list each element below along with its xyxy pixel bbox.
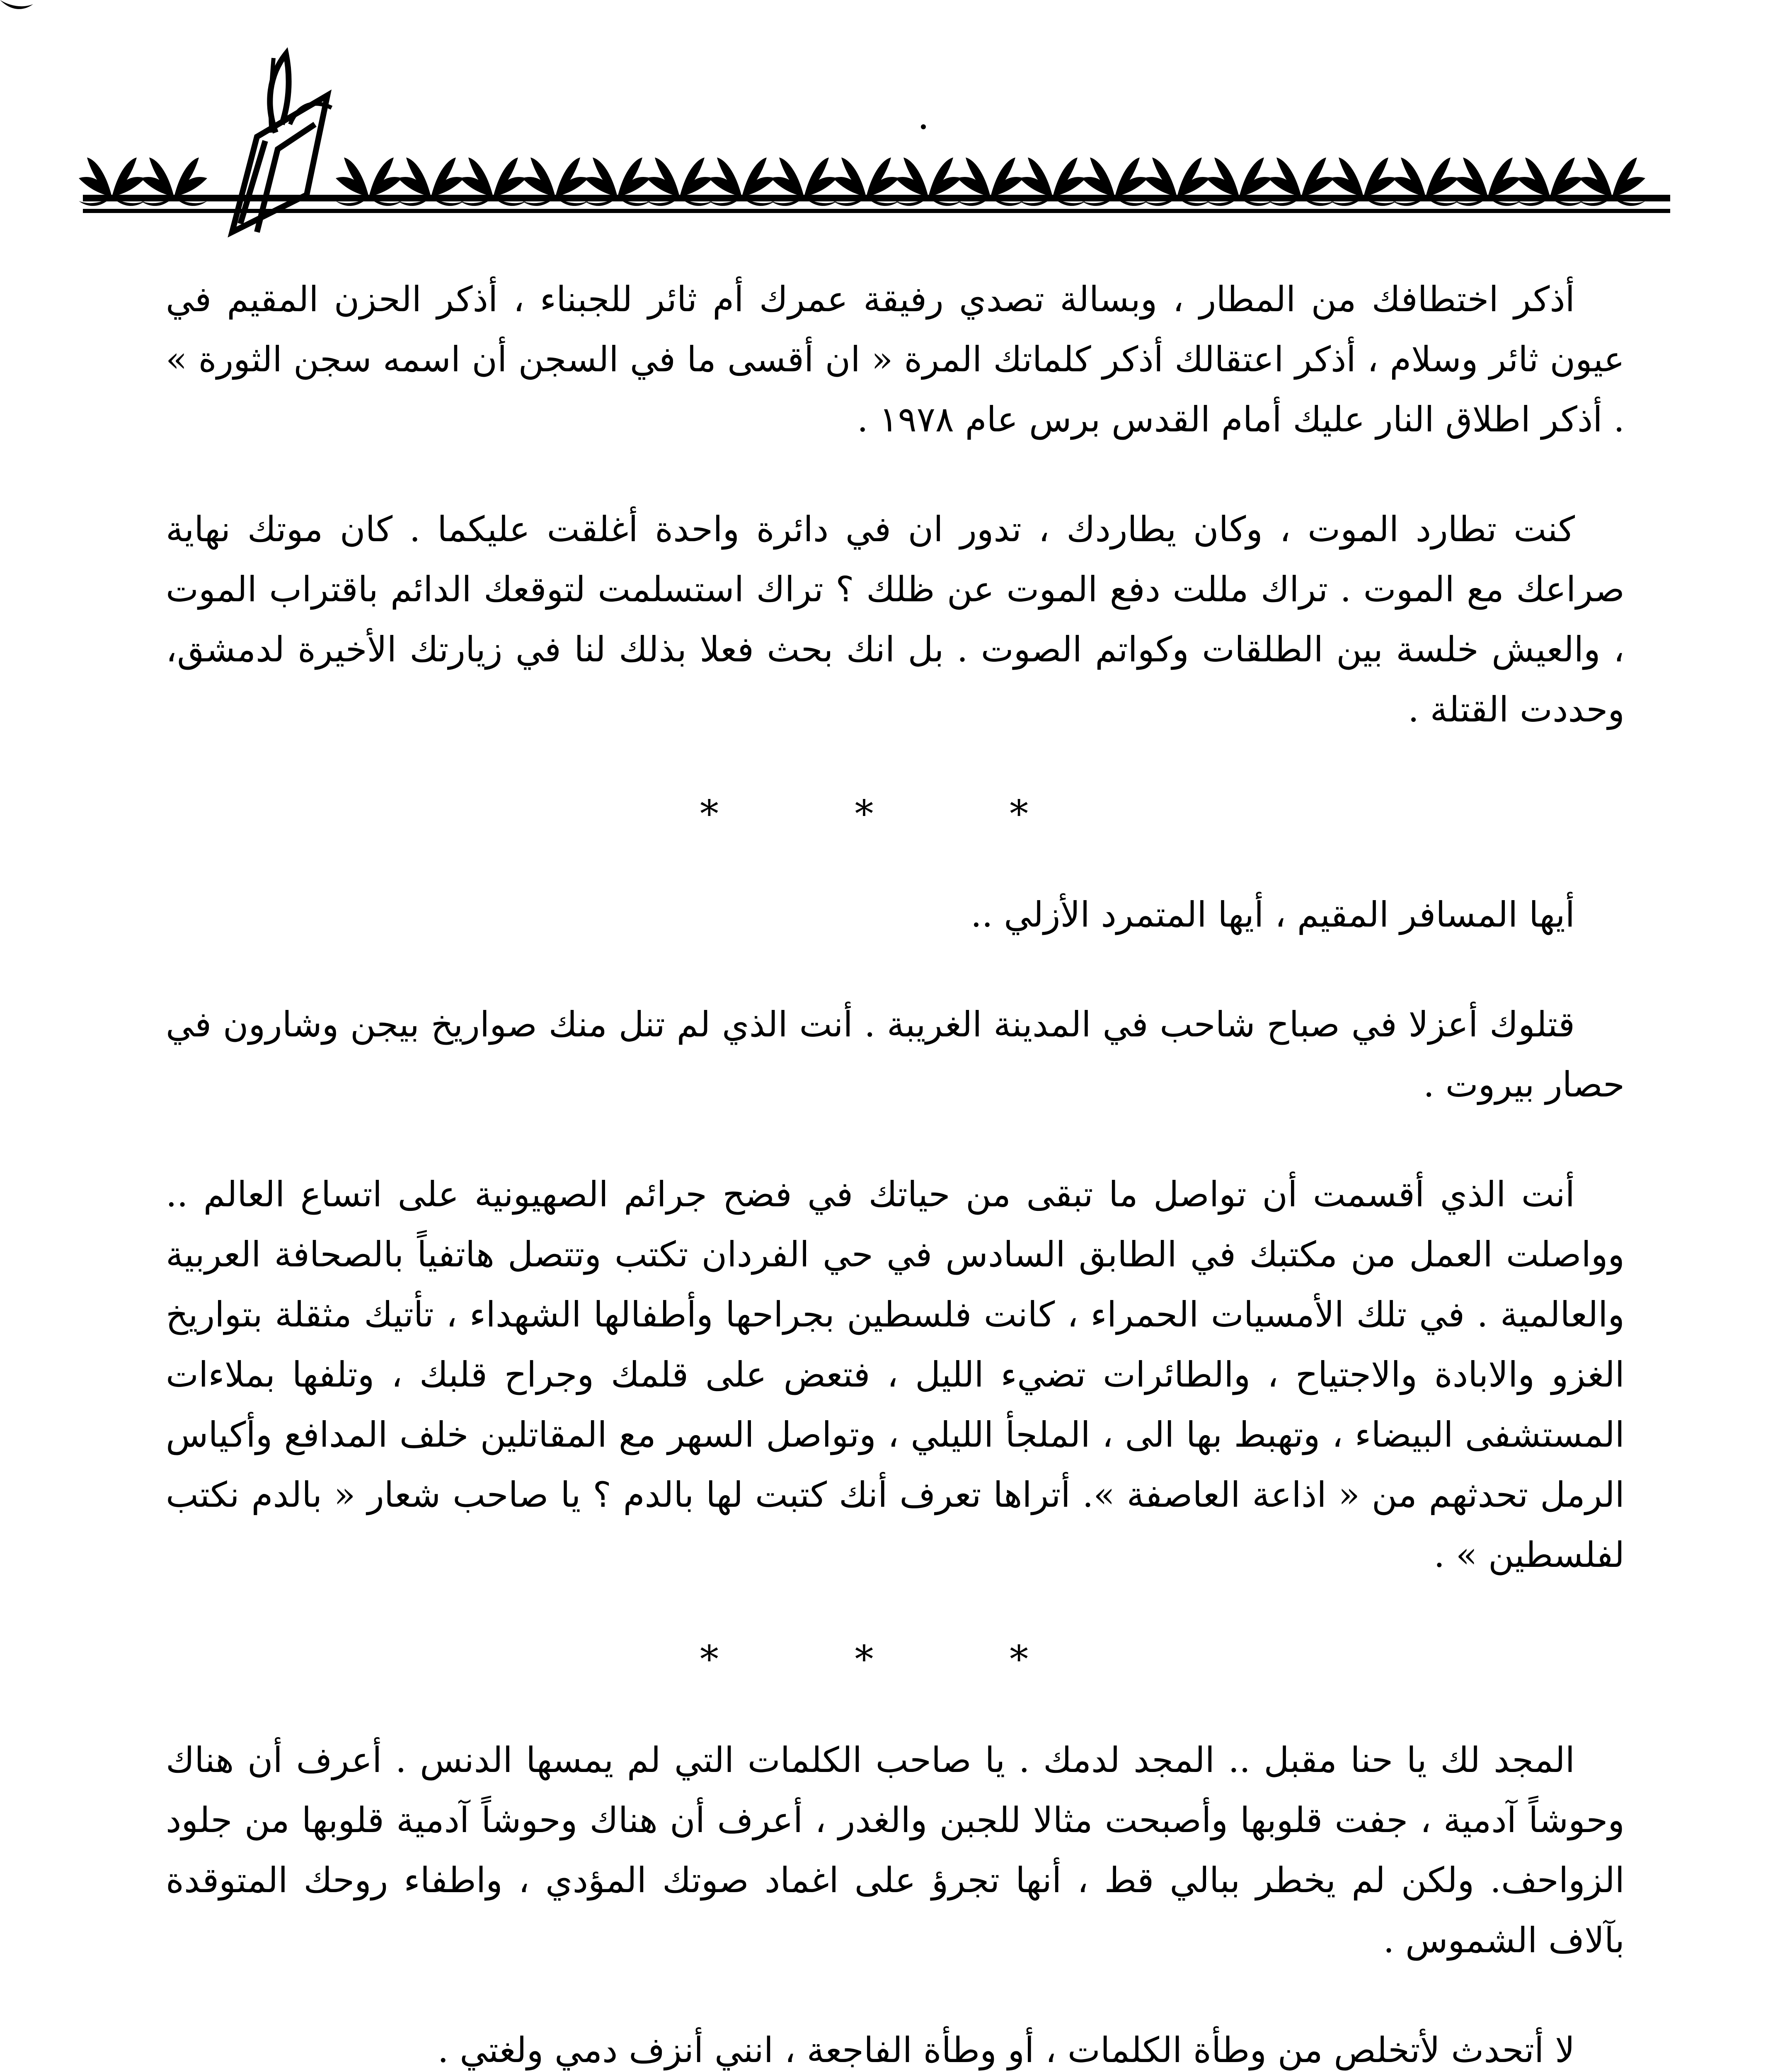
paragraph: أذكر اختطافك من المطار ، وبسالة تصدي رفيقة عمرك أم ثائر للجبناء ، أذكر الحزن المقيم في عيون ثائر وسلام ، أذكر اعتقالك أذكر كلماتك المرة « ان أقسى ما في السجن أن اسمه سجن الثورة » . أذكر اطلاق النار عليك أمام القدس برس عام ١٩٧٨ .	[166, 279, 1625, 440]
paragraph: المجد لك يا حنا مقبل .. المجد لدمك . يا صاحب الكلمات التي لم يمسها الدنس . أعرف أن هناك وحوشاً آدمية ، جفت قلوبها وأصبحت مثالا للجبن والغدر ، أعرف أن هناك وحوشاً آدمية قلوبها من جلود الزواحف. ولكن لم يخطر ببالي قط ، أنها تجرؤ على اغماد صوتك المؤدي ، واطفاء روحك المتوقدة بآلاف الشموس .	[166, 1740, 1625, 1961]
quill-book-emblem-icon	[232, 54, 332, 232]
section-separator: * * *	[700, 1638, 1091, 1681]
paragraph: أيها المسافر المقيم ، أيها المتمرد الأزلي ..	[971, 894, 1575, 935]
paragraph: أنت الذي أقسمت أن تواصل ما تبقى من حياتك في فضح جرائم الصهيونية على اتساع العالم .. وواصلت العمل من مكتبك في الطابق السادس في حي الفردان تكتب وتتصل هاتفياً بالصحافة العربية والعالمية . في تلك الأمسيات الحمراء ، كانت فلسطين بجراحها وأطفالها الشهداء ، تأتيك مثقلة بتواريخ الغزو والابادة والاجتياح ، والطائرات تضيء الليل ، فتعض على قلمك وجراح قلبك ، وتلفها بملاءات المستشفى البيضاء ، وتهبط بها الى ، الملجأ الليلي ، وتواصل السهر مع المقاتلين خلف المدافع وأكياس الرمل تحدثهم من « اذاعة العاصفة ». أتراها تعرف أنك كتبت لها بالدم ؟ يا صاحب شعار « بالدم نكتب لفلسطين » .	[166, 1174, 1625, 1575]
page-body	[166, 269, 1625, 2072]
paragraph: لا أتحدث لأتخلص من وطأة الكلمات ، أو وطأة الفاجعة ، انني أنزف دمي ولغتي .	[437, 2030, 1575, 2070]
stray-ink-dot	[921, 124, 926, 129]
section-separator: * * *	[700, 792, 1091, 836]
header-ornament	[0, 0, 1768, 249]
paragraph: قتلوك أعزلا في صباح شاحب في المدينة الغريبة . أنت الذي لم تنل منك صواريخ بيجن وشارون في حصار بيروت .	[166, 1004, 1625, 1105]
paragraph: كنت تطارد الموت ، وكان يطاردك ، تدور ان في دائرة واحدة أغلقت عليكما . كان موتك نهاية صراعك مع الموت . تراك مللت دفع الموت عن ظلك ؟ تراك استسلمت لتوقعك الدائم باقتراب الموت ، والعيش خلسة بين الطلقات وكواتم الصوت . بل انك بحث فعلا بذلك لنا في زيارتك الأخيرة لدمشق، وحددت القتلة .	[166, 509, 1625, 730]
